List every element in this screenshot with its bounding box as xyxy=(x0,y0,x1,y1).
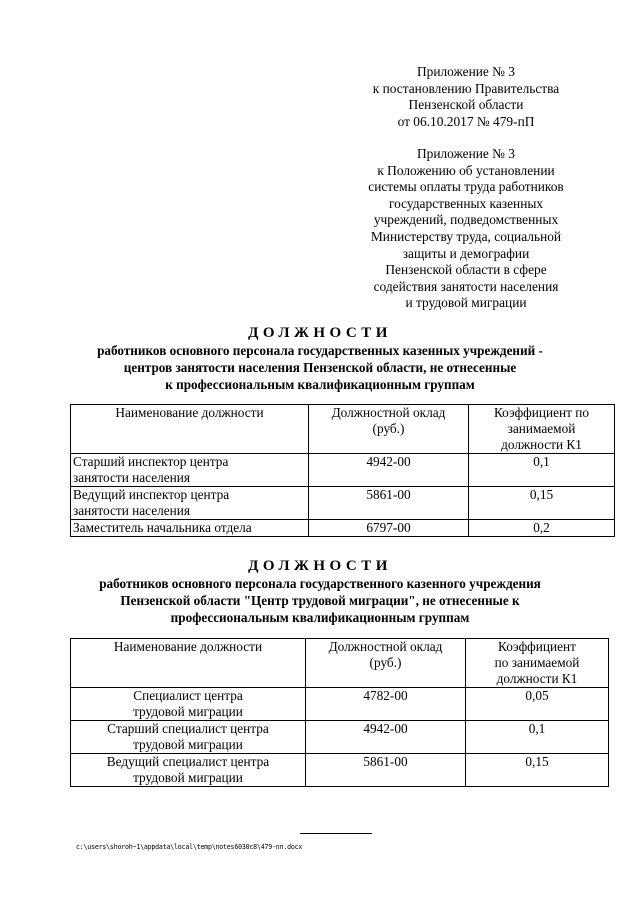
salary-cell: 6797-00 xyxy=(309,520,469,537)
appendix-line: защиты и демографии xyxy=(402,245,530,261)
end-divider-line xyxy=(300,833,372,834)
section-subtitle-line: профессиональным квалификационным группам xyxy=(170,610,470,625)
position-name-cell: Ведущий специалист центра трудовой миграции xyxy=(71,754,306,787)
table-row xyxy=(71,754,609,787)
column-header-salary: Должностной оклад (руб.) xyxy=(306,639,466,688)
section-subtitle-line: центров занятости населения Пензенской области, не отнесенные xyxy=(123,360,517,375)
salary-cell: 5861-00 xyxy=(309,487,469,520)
appendix-line: системы оплаты труда работников xyxy=(368,179,564,195)
column-header-position: Наименование должности xyxy=(71,405,309,454)
appendix-reference-regulation xyxy=(335,146,597,312)
appendix-line: к Положению об установлении xyxy=(377,162,555,178)
section-title: ДОЛЖНОСТИ xyxy=(248,325,392,341)
salary-cell: 4942-00 xyxy=(306,721,466,754)
table-header-row xyxy=(71,639,609,688)
appendix-reference-resolution xyxy=(335,64,597,130)
column-header-coefficient: Коэффициент по занимаемой должности К1 xyxy=(466,639,609,688)
appendix-line: учреждений, подведомственных xyxy=(373,212,559,228)
coefficient-cell: 0,1 xyxy=(466,721,609,754)
coefficient-cell: 0,15 xyxy=(469,487,615,520)
position-name-cell: Старший инспектор центра занятости населения xyxy=(71,454,309,487)
table-row xyxy=(71,520,615,537)
table-header-row xyxy=(71,405,615,454)
column-header-coefficient: Коэффициент по занимаемой должности К1 xyxy=(469,405,615,454)
column-header-salary: Должностной оклад (руб.) xyxy=(309,405,469,454)
appendix-line: Министерству труда, социальной xyxy=(370,228,562,244)
appendix-line: Пензенской области в сфере xyxy=(385,262,547,278)
positions-table-migration-center xyxy=(70,638,609,787)
coefficient-cell: 0,15 xyxy=(466,754,609,787)
positions-table-employment-centers xyxy=(70,404,615,537)
appendix-line: Приложение № 3 xyxy=(416,64,516,79)
table-row xyxy=(71,688,609,721)
section-title: ДОЛЖНОСТИ xyxy=(248,558,392,574)
table-row xyxy=(71,454,615,487)
position-name-cell: Старший специалист центра трудовой миграции xyxy=(71,721,306,754)
position-name-cell: Заместитель начальника отдела xyxy=(71,520,309,537)
column-header-position: Наименование должности xyxy=(71,639,306,688)
appendix-line: и трудовой миграции xyxy=(405,295,527,311)
position-name-cell: Ведущий инспектор центра занятости населения xyxy=(71,487,309,520)
coefficient-cell: 0,05 xyxy=(466,688,609,721)
appendix-line: содействия занятости населения xyxy=(373,278,559,294)
salary-cell: 5861-00 xyxy=(306,754,466,787)
section-heading-migration-center xyxy=(40,557,600,626)
appendix-line: Пензенской области xyxy=(408,97,524,113)
section-subtitle-line: работников основного персонала государственных казенных учреждений - xyxy=(97,343,543,358)
section-subtitle-line: к профессиональным квалификационным группам xyxy=(165,377,475,392)
position-name-cell: Специалист центра трудовой миграции xyxy=(71,688,306,721)
table-row xyxy=(71,487,615,520)
salary-cell: 4782-00 xyxy=(306,688,466,721)
section-subtitle-line: работников основного персонала государственного казенного учреждения xyxy=(99,576,541,591)
table-row xyxy=(71,721,609,754)
appendix-line: от 06.10.2017 № 479-пП xyxy=(397,113,535,129)
coefficient-cell: 0,1 xyxy=(469,454,615,487)
section-heading-employment-centers xyxy=(40,324,600,393)
appendix-line: государственных казенных xyxy=(388,195,544,211)
file-path-footer: c:\users\shoroh~1\appdata\local\temp\notes6030c8\479-пп.docx xyxy=(76,843,303,851)
section-subtitle-line: Пензенской области "Центр трудовой миграции", не отнесенные к xyxy=(120,593,520,608)
salary-cell: 4942-00 xyxy=(309,454,469,487)
appendix-line: Приложение № 3 xyxy=(416,146,516,161)
appendix-line: к постановлению Правительства xyxy=(372,80,560,96)
coefficient-cell: 0,2 xyxy=(469,520,615,537)
